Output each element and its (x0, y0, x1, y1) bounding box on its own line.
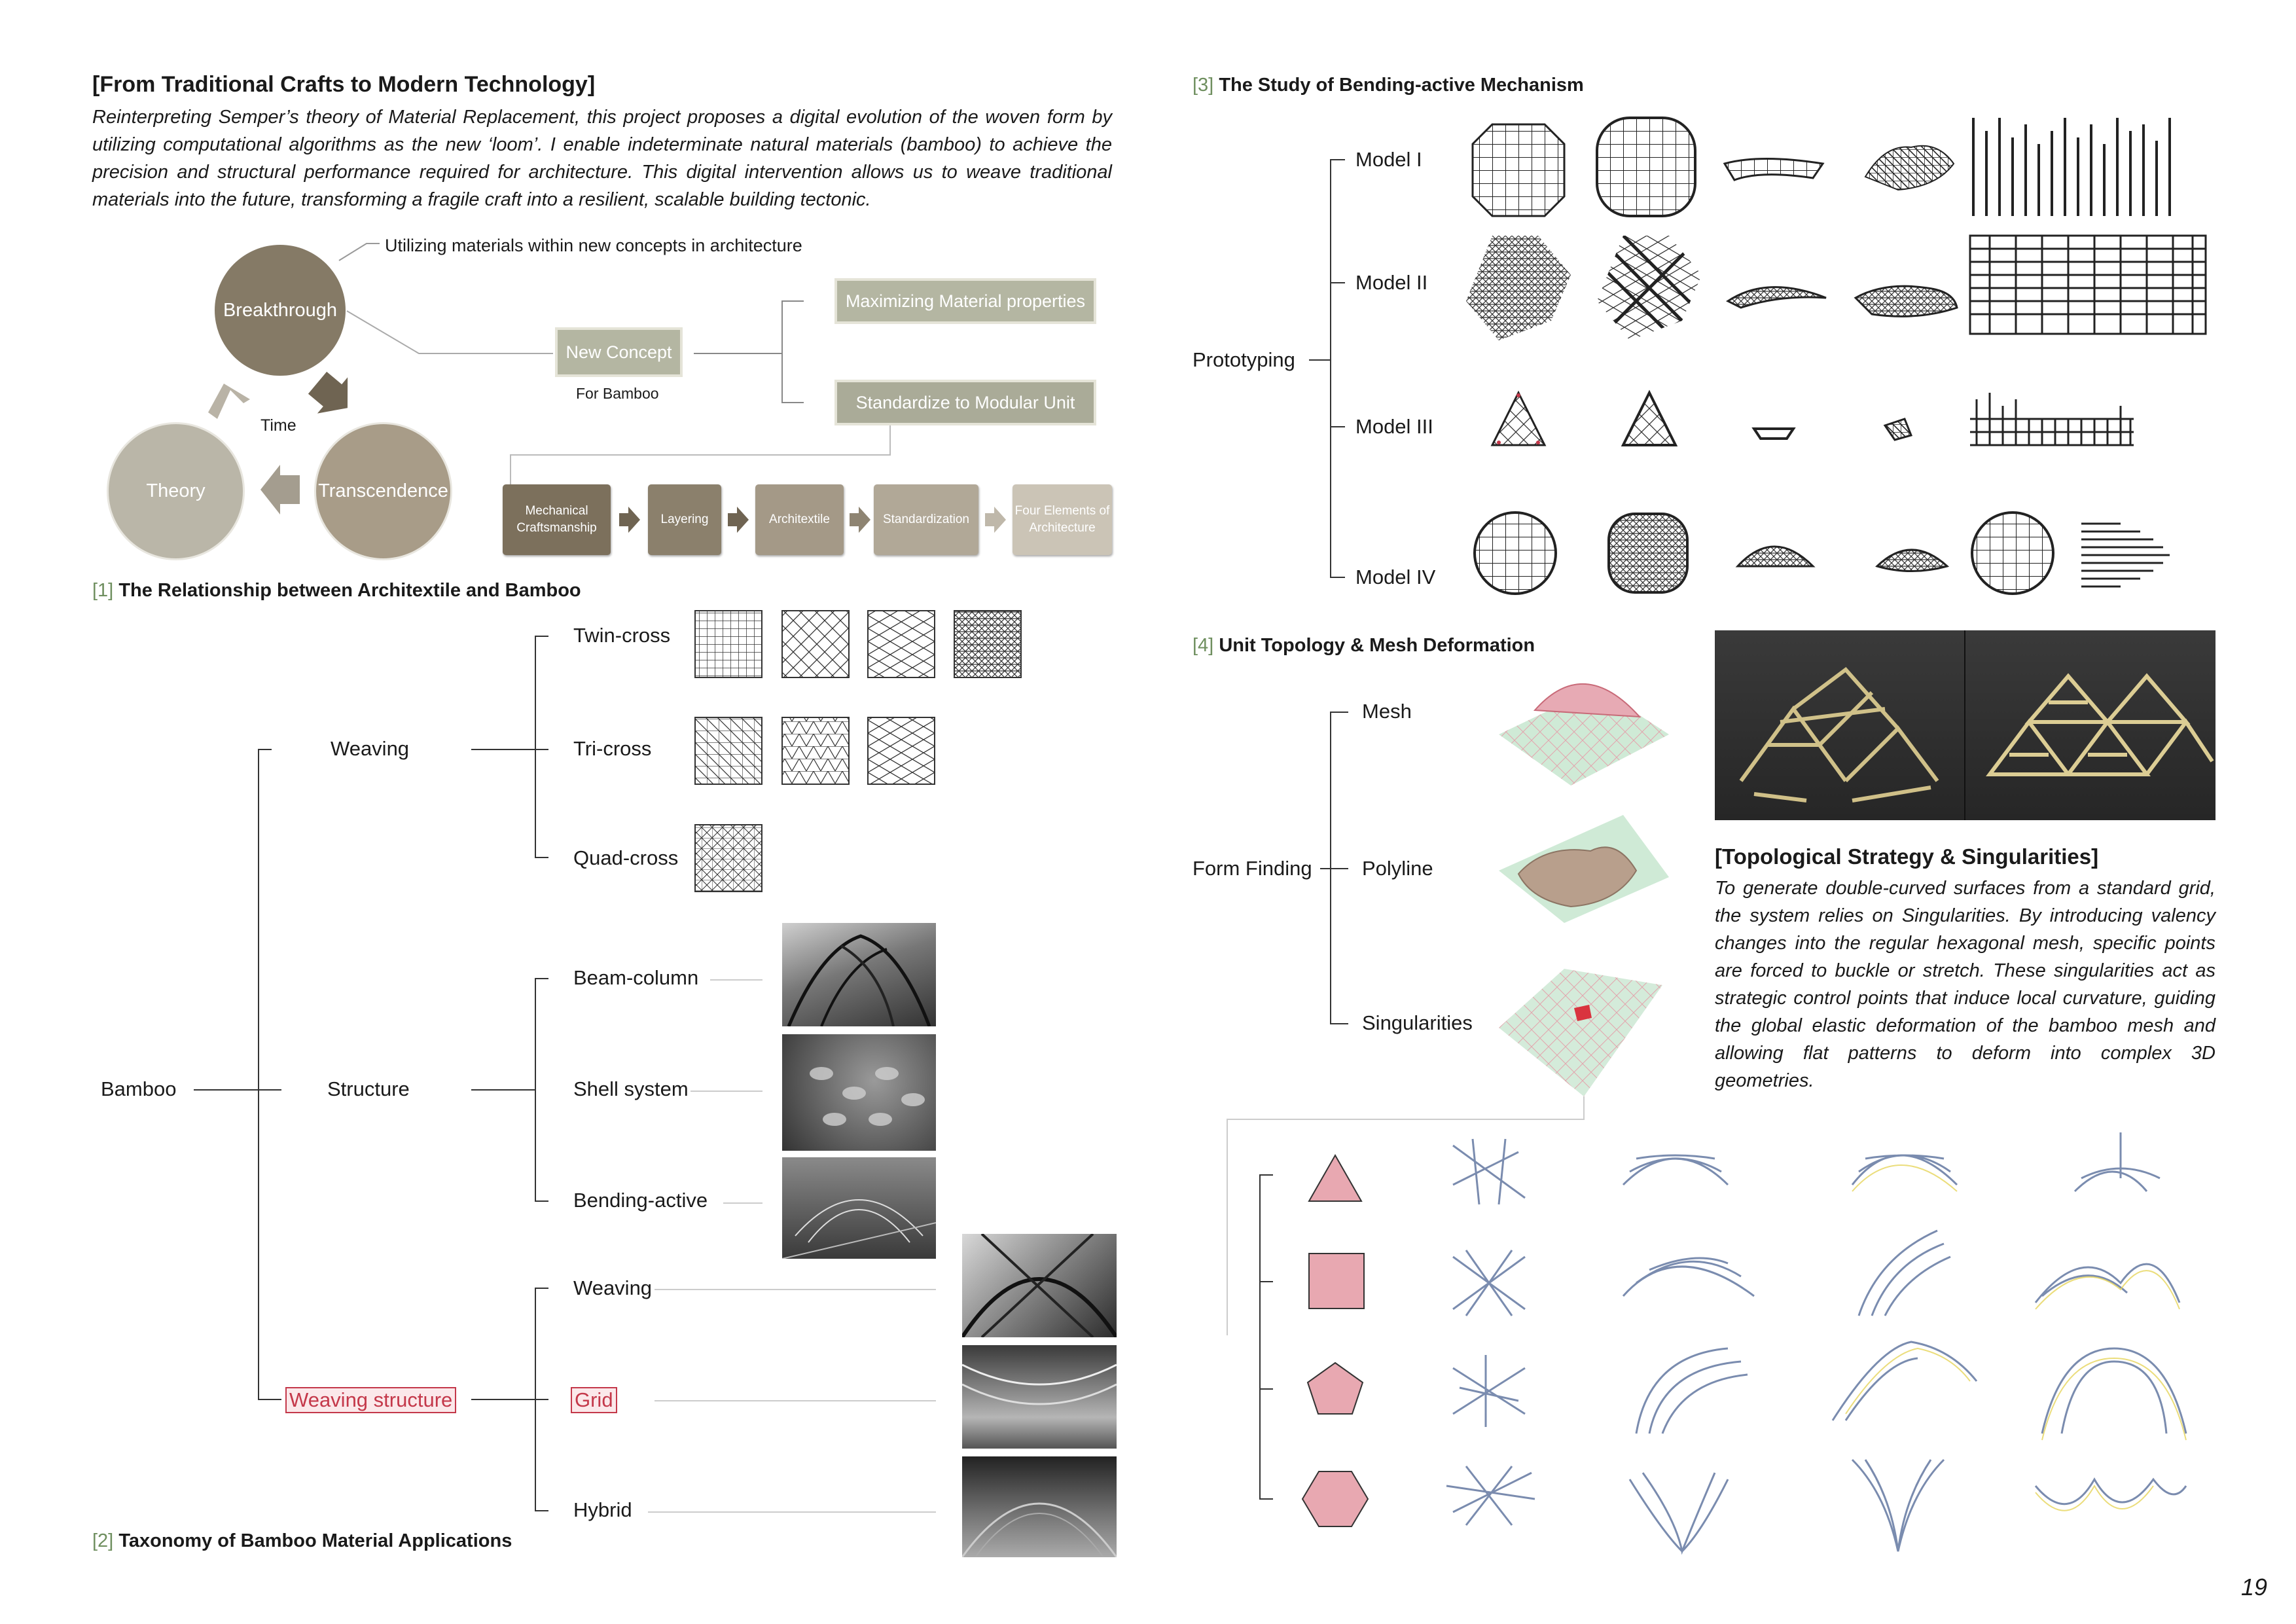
prototyping-label: Prototyping (1193, 348, 1295, 371)
triangle-unit-icon (1309, 1155, 1361, 1201)
tree-twin-cross: Twin-cross (573, 624, 671, 647)
process-step-2: Layering (648, 484, 721, 555)
process-step-5: Four Elements of Architecture (1013, 484, 1112, 555)
tree-weaving-structure: Weaving structure (285, 1387, 456, 1413)
tree-quad-cross: Quad-cross (573, 846, 679, 869)
square-unit-icon (1309, 1254, 1364, 1308)
standardize-box: Standardize to Modular Unit (834, 380, 1096, 425)
transcendence-circle: Transcendence (314, 422, 452, 560)
caption-1: [1] The Relationship between Architextile and Bamboo (92, 580, 581, 601)
ff-polyline-label: Polyline (1362, 857, 1433, 880)
caption-4: [4] Unit Topology & Mesh Deformation (1193, 635, 1535, 656)
tree-structure: Structure (327, 1077, 410, 1100)
tree-shell-system: Shell system (573, 1077, 689, 1100)
page-number: 19 (2241, 1574, 2268, 1600)
hexagon-unit-icon (1302, 1471, 1368, 1526)
cycle-note: Utilizing materials within new concepts in architecture (385, 236, 802, 255)
pentagon-unit-icon (1308, 1363, 1363, 1414)
breakthrough-circle: Breakthrough (215, 245, 346, 376)
for-bamboo-label: For Bamboo (576, 385, 659, 402)
theory-circle: Theory (107, 422, 245, 560)
caption-3: [3] The Study of Bending-active Mechanism (1193, 75, 1584, 96)
tree-weaving: Weaving (331, 737, 410, 760)
maximizing-box: Maximizing Material properties (834, 278, 1096, 324)
ff-singularities-label: Singularities (1362, 1011, 1473, 1034)
tree-beam-column: Beam-column (573, 966, 699, 989)
model-3-label: Model III (1355, 415, 1433, 438)
time-label: Time (260, 416, 296, 435)
tree-ws-grid: Grid (571, 1387, 617, 1413)
form-finding-label: Form Finding (1193, 857, 1312, 880)
tree-ws-weaving: Weaving (573, 1276, 653, 1299)
tree-bending-active: Bending-active (573, 1189, 708, 1212)
topo-paragraph: To generate double-curved surfaces from a standard grid, the system relies on Singularities. By introducing valency changes into the regular hexagonal mesh, specific points are forced to buckle or stretch. These singularities act as strategic control points that induce local curvature, guiding the global elastic deformation of the bamboo mesh and allowing flat patterns to deform into complex 3D geometries. (1715, 878, 2215, 1091)
process-step-4: Standardization (874, 484, 978, 555)
model-2-label: Model II (1355, 271, 1428, 294)
tree-root-bamboo: Bamboo (101, 1077, 177, 1100)
caption-2: [2] Taxonomy of Bamboo Material Applications (92, 1530, 512, 1551)
process-step-3: Architextile (755, 484, 844, 555)
tree-tri-cross: Tri-cross (573, 737, 652, 760)
model-4-label: Model IV (1355, 566, 1436, 588)
tree-ws-hybrid: Hybrid (573, 1498, 632, 1521)
topo-heading: [Topological Strategy & Singularities] (1715, 844, 2099, 869)
new-concept-box: New Concept (555, 327, 683, 377)
process-step-1: Mechanical Craftsmanship (503, 484, 611, 555)
ff-mesh-label: Mesh (1362, 700, 1412, 723)
intro-paragraph: Reinterpreting Semper’s theory of Material Replacement, this project proposes a digital evolution of the woven form by utilizing computational algorithms as the new ‘loom’. I enable indeterminate natural materials (bamboo) to achieve the precision and structural performance required for architecture. This digital intervention allows us to weave traditional materials into the future, transforming a fragile craft into a resilient, scalable building tectonic. (92, 107, 1112, 210)
main-heading: [From Traditional Crafts to Modern Technology] (92, 72, 596, 97)
model-1-label: Model I (1355, 148, 1422, 171)
